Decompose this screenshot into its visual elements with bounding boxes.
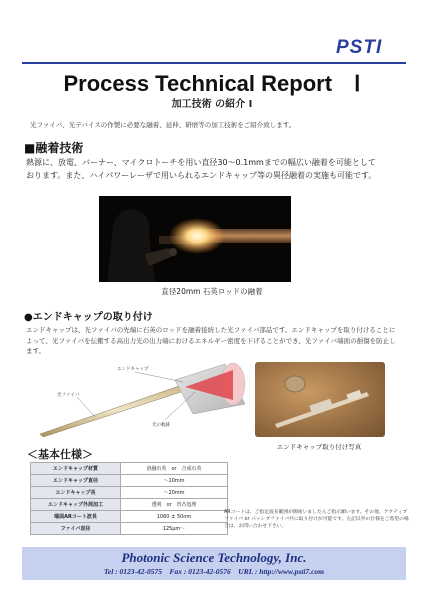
spec-label: エンドキャップ外周加工 (31, 499, 121, 511)
spec-value: ～20mm (121, 487, 228, 499)
fusion-photo-caption: 直径20mm 石英ロッドの融着 (161, 287, 263, 296)
fusion-heading: ■融着技術 (24, 141, 84, 155)
endcap-diagram (35, 362, 255, 437)
diagram-label-light: 光の軌跡 (152, 423, 170, 428)
spec-value: 125μm～ (121, 523, 228, 535)
spec-heading: ＜基本仕様＞ (27, 448, 93, 461)
table-row (31, 463, 228, 475)
fiber-shape (40, 384, 187, 437)
spec-label: エンドキャップ直径 (31, 475, 121, 487)
endcap-photo-caption: エンドキャップ取り付け写真 (276, 443, 362, 451)
company-contact: Tel : 0123-42-0575 Fax : 0123-42-0576 URL : http://www.psti7.com (104, 567, 324, 576)
intro-text: 光ファイバ、光デバイスの作製に必要な融着、延伸、研磨等の加工技術をご紹介致します。 (30, 121, 296, 129)
table-row (31, 523, 228, 535)
diagram-label-endcap: エンドキャップ (117, 367, 149, 372)
spec-note: ARコートは、ご指定波長範囲が御座いましたらご指示願います。その他、アクティブファイバ or パッシブファイバ共に取り付けが可能です。左記以外の仕様をご希望の場合は、お問い合わせ下さい。 (224, 510, 409, 529)
spec-value: ～10mm (121, 475, 228, 487)
fusion-description: 熱源に、放電、バーナー、マイクロトーチを用い直径30～0.1mmまでの幅広い融着を可能としております。また、ハイパワーレーザで用いられるエンドキャップ等の異径融着の実施も可能です。 (26, 158, 377, 180)
fusion-photo-graphic (99, 196, 291, 282)
spec-value: 透明 or 凹凸処理 (121, 499, 228, 511)
spec-label: 端面ARコート波長 (31, 511, 121, 523)
company-name: Photonic Science Technology, Inc. (121, 550, 307, 565)
header-divider (22, 62, 406, 64)
fusion-photo (99, 196, 291, 282)
company-logo: PSTI (336, 37, 383, 58)
page-title: Process Technical Report Ⅰ (63, 71, 361, 96)
spec-value: 1060 ± 50nm (121, 511, 228, 523)
spec-value: 溶融石英 or 合成石英 (121, 463, 228, 475)
table-row (31, 511, 228, 523)
table-row (31, 475, 228, 487)
page-subtitle: 加工技術 の紹介 Ⅰ (171, 99, 253, 110)
spec-table (30, 462, 228, 535)
spec-label: エンドキャップ材質 (31, 463, 121, 475)
table-row (31, 487, 228, 499)
spec-label: エンドキャップ長 (31, 487, 121, 499)
spec-label: ファイバ直径 (31, 523, 121, 535)
endcap-description: エンドキャップは、光ファイバの先端に石英のロッドを融着接続した光ファイバ部品です。エンドキャップを取り付けることによって、光ファイバを伝搬する高出力光の出力端におけるエネルギー密度を下げることができ、光ファイバ端面の損傷を防止します。 (26, 326, 396, 355)
table-row (31, 499, 228, 511)
endcap-heading: ●エンドキャップの取り付け (24, 312, 153, 323)
diagram-label-fiber: 光ファイバ (57, 393, 80, 398)
endcap-photo (255, 362, 385, 437)
